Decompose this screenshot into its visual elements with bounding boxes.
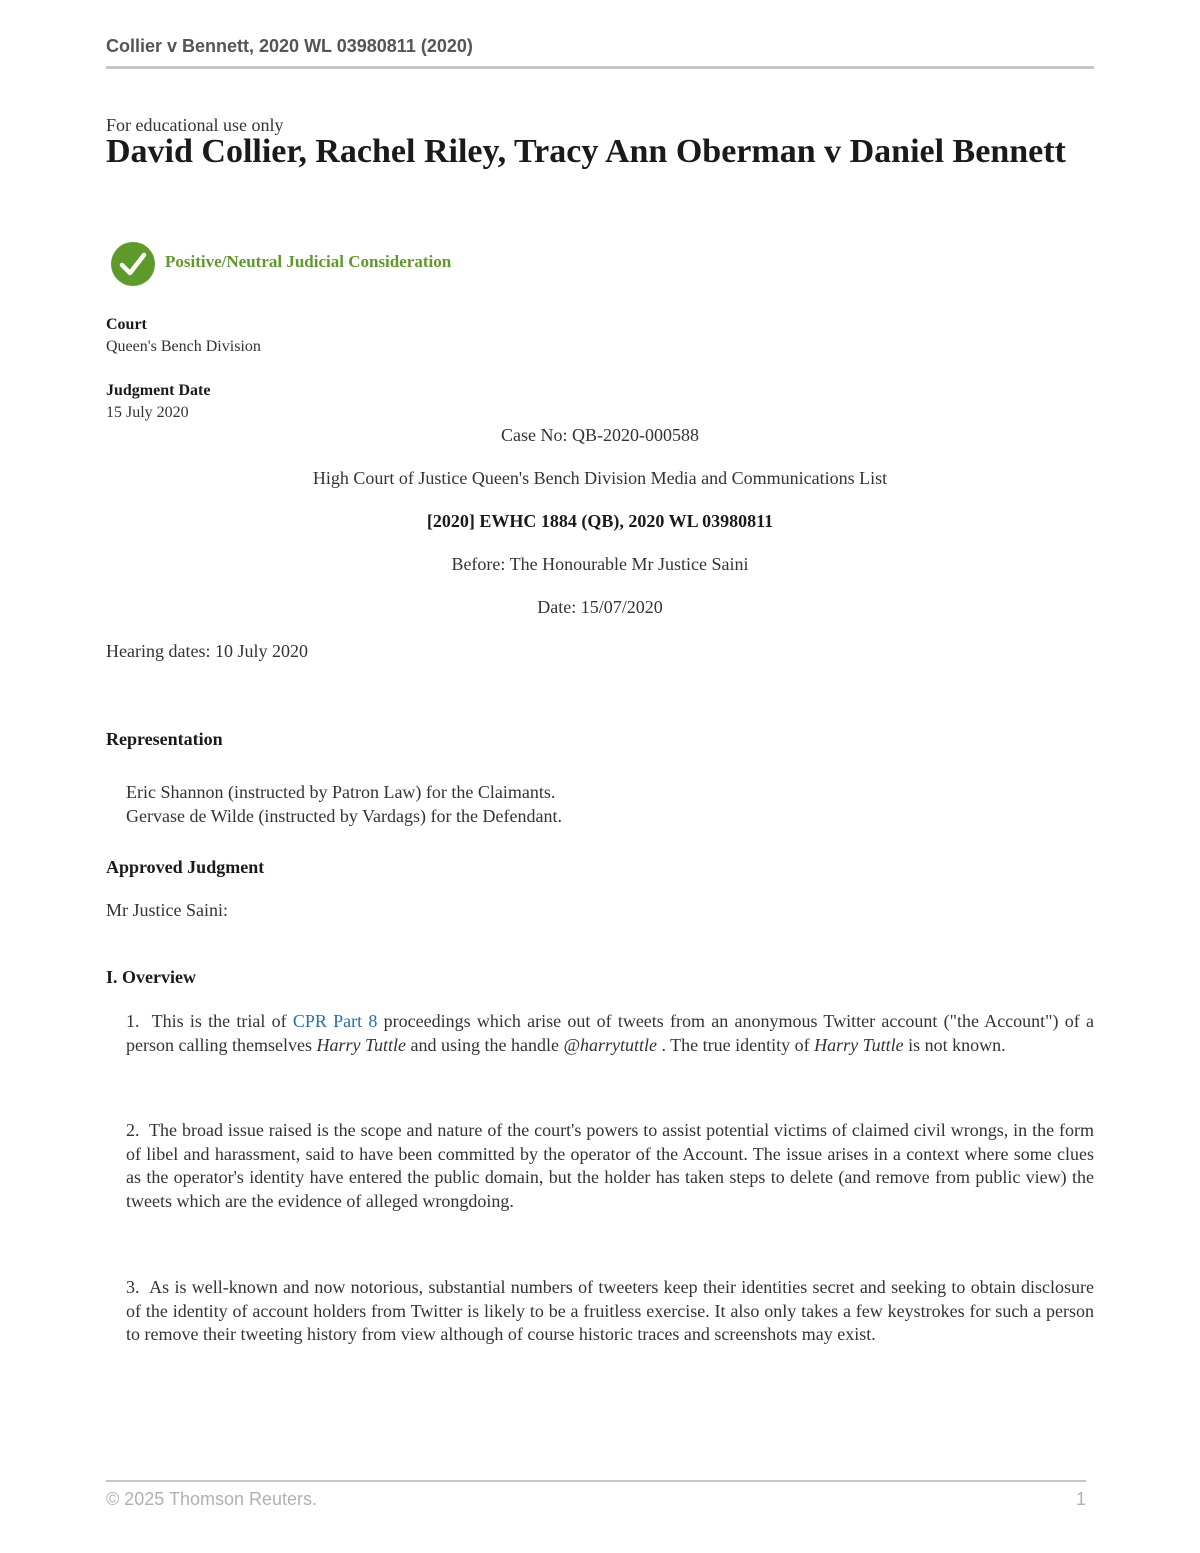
- paragraph-text: is not known.: [908, 1034, 1006, 1055]
- judicial-consideration-flag[interactable]: Positive/Neutral Judicial Consideration: [165, 252, 452, 271]
- paragraph-number: 1.: [126, 1011, 140, 1031]
- twitter-handle: @harrytuttle: [563, 1034, 657, 1055]
- before-judge: Before: The Honourable Mr Justice Saini: [451, 554, 749, 574]
- paragraph-text: As is well-known and now notorious, substantial numbers of tweeters keep their identities secret and seeking to obtain disclosure of the identity of account holders from Twitter is likely to be a fruitless exercise. It also only takes a few keystrokes for such a person to remove their tweeting history from view although of course historic traces and screenshots may exist.: [126, 1277, 1095, 1344]
- judgment-date-line: Date: 15/07/2020: [537, 597, 663, 617]
- court-label: Court: [106, 316, 147, 333]
- approved-judgment-heading: Approved Judgment: [106, 857, 265, 877]
- section-heading-overview: I. Overview: [106, 967, 196, 987]
- case-number: Case No: QB-2020-000588: [501, 425, 699, 445]
- running-header-title: Collier v Bennett, 2020 WL 03980811 (2020): [106, 36, 473, 56]
- footer-copyright: © 2025 Thomson Reuters.: [106, 1489, 318, 1509]
- paragraph-text: . The true identity of: [661, 1034, 810, 1055]
- paragraph-text: and using the handle: [410, 1034, 559, 1055]
- representation-defendant: Gervase de Wilde (instructed by Vardags) for the Defendant.: [126, 806, 562, 826]
- account-holder-name: Harry Tuttle: [316, 1034, 406, 1055]
- court-value: Queen's Bench Division: [106, 338, 261, 355]
- paragraph-number: 2.: [126, 1120, 140, 1140]
- paragraph-3: [126, 1276, 1094, 1347]
- court-full-name: High Court of Justice Queen's Bench Division Media and Communications List: [312, 468, 888, 488]
- account-holder-name: Harry Tuttle: [814, 1034, 904, 1055]
- representation-claimants: Eric Shannon (instructed by Patron Law) for the Claimants.: [126, 782, 556, 802]
- citation: [2020] EWHC 1884 (QB), 2020 WL 03980811: [426, 511, 774, 531]
- educational-use-notice: For educational use only: [106, 115, 284, 135]
- case-title: David Collier, Rachel Riley, Tracy Ann Oberman v Daniel Bennett: [106, 133, 1066, 170]
- representation-heading: Representation: [106, 729, 223, 749]
- paragraph-1: [126, 1010, 1094, 1057]
- footer-divider: [106, 1480, 1086, 1482]
- header-divider: [106, 66, 1094, 69]
- paragraph-number: 3.: [126, 1277, 140, 1297]
- checkmark-icon: [110, 241, 156, 287]
- paragraph-2: [126, 1119, 1094, 1213]
- paragraph-text: proceedings which arise out of tweets from an anonymous Twitter account ("the Account") of a person calling themselves: [126, 1011, 1094, 1055]
- paragraph-text: This is the trial of: [151, 1011, 287, 1031]
- cpr-part-8-link[interactable]: CPR Part 8: [292, 1011, 378, 1031]
- judgment-date-value: 15 July 2020: [106, 404, 189, 421]
- judge-line: Mr Justice Saini:: [106, 900, 228, 920]
- page-number: 1: [1075, 1489, 1086, 1509]
- judgment-date-label: Judgment Date: [106, 382, 211, 399]
- hearing-dates: Hearing dates: 10 July 2020: [106, 641, 308, 661]
- paragraph-text: The broad issue raised is the scope and nature of the court's powers to assist potential victims of claimed civil wrongs, in the form of libel and harassment, said to have been committed by the operator of the Account. The issue arises in a context where some clues as the operator's identity have entered the public domain, but the holder has taken steps to delete (and remove from public view) the tweets which are the evidence of alleged wrongdoing.: [126, 1120, 1094, 1211]
